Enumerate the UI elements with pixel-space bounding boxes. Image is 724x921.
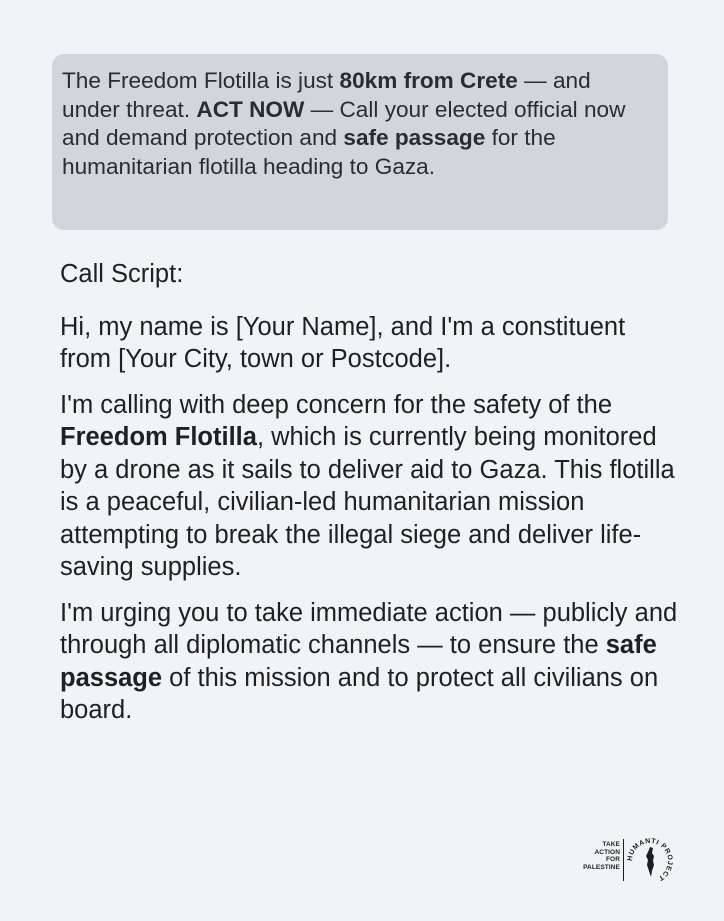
callout-text-segment: — Call your elected official now and demand protection and [62,96,626,150]
safe-passage-emphasis: safe passage [60,631,657,692]
action-alert-callout [52,54,668,230]
callout-distance: 80km from Crete [339,68,518,93]
call-script-request-paragraph [60,597,680,727]
logo-divider [623,839,624,881]
paragraph-text-segment: , which is currently being monitored by a drone as it sails to deliver aid to Gaza. This flotilla is a peaceful, civilian-led humanitarian mission attempting to break the illegal siege and deliver life-saving supplies. [60,423,675,581]
logo-wordmark [560,841,620,871]
logo-line: TAKE [602,841,620,848]
callout-text [62,67,642,181]
callout-text-segment: for the humanitarian flotilla heading to Gaza. [62,125,556,179]
humanti-project-seal-icon [626,835,674,887]
call-script-intro: Hi, my name is [Your Name], and I'm a constituent from [Your City, town or Postcode]. [60,312,626,373]
paragraph-text-segment: of this mission and to protect all civilians on board. [60,663,659,724]
call-script-heading: Call Script: [60,260,184,288]
logo-line: FOR [605,856,620,864]
take-action-for-palestine-logo [564,833,674,891]
callout-safe-passage: safe passage [343,125,486,150]
logo-line: ACTION [594,848,620,856]
paragraph-text-segment: I'm calling with deep concern for the safety of the [60,390,612,419]
freedom-flotilla-emphasis: Freedom Flotilla [60,423,257,451]
callout-act-now: ACT NOW [196,96,305,122]
logo-line: PALESTINE [583,863,620,871]
paragraph-text-segment: I'm urging you to take immediate action — publicly and through all diplomatic channels — to ensure the [60,598,678,659]
callout-text-segment: The Freedom Flotilla is just [62,68,340,93]
seal-ring-text: HUMANTI PROJECT [626,837,674,882]
palestine-map-icon [646,847,654,877]
callout-text-segment: — and under threat. [62,68,591,122]
call-script [60,258,680,740]
call-script-concern-paragraph [60,389,680,584]
